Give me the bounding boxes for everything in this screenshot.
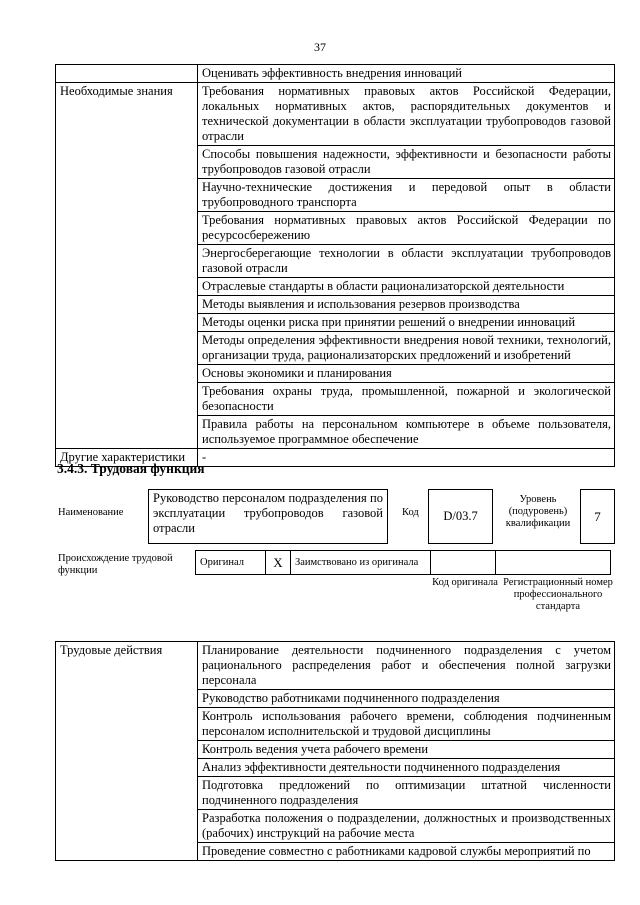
function-name-box: Руководство персоналом подразделения по эксплуатации трубопроводов газовой отрасли: [148, 489, 388, 544]
original-cell: Оригинал: [196, 551, 266, 575]
page-number: 37: [314, 40, 326, 54]
row-text: Планирование деятельности подчиненного подразделения с учетом рационального распределения работ и обеспечения полной загрузки персонала: [198, 642, 615, 690]
row-text: Контроль использования рабочего времени, соблюдения подчиненным персоналом исполнительской и трудовой дисциплины: [198, 708, 615, 741]
row-label: Трудовые действия: [56, 642, 198, 861]
original-mark: X: [266, 551, 291, 575]
row-text: Энергосберегающие технологии в области эксплуатации трубопроводов газовой отрасли: [198, 245, 615, 278]
table-row: [56, 642, 615, 690]
borrowed-cell: Заимствовано из оригинала: [291, 551, 431, 575]
row-text: Руководство работниками подчиненного подразделения: [198, 690, 615, 708]
row-text: Проведение совместно с работниками кадровой службы мероприятий по: [198, 843, 615, 861]
row-text: Требования нормативных правовых актов Российской Федерации по ресурсосбережению: [198, 212, 615, 245]
function-code-box: D/03.7: [428, 489, 493, 544]
level-label: Уровень (подуровень) квалификации: [505, 494, 571, 529]
row-text: Анализ эффективности деятельности подчиненного подразделения: [198, 759, 615, 777]
row-text: Отраслевые стандарты в области рационализаторской деятельности: [198, 278, 615, 296]
row-text: Оценивать эффективность внедрения инноваций: [198, 65, 615, 83]
row-text: -: [198, 449, 615, 467]
row-text: Разработка положения о подразделении, должностных и производственных (рабочих) инструкций на рабочие места: [198, 810, 615, 843]
actions-table: [55, 641, 615, 861]
row-label: Другие характеристики: [56, 449, 198, 467]
row-text: Методы оценки риска при принятии решений о внедрении инноваций: [198, 314, 615, 332]
section-title: 3.4.3. Трудовая функция: [57, 461, 205, 476]
origin-code-caption: Код оригинала: [432, 577, 498, 588]
row-text: Требования нормативных правовых актов Российской Федерации, локальных нормативных актов, распорядительных документов и технической документации в области эксплуатации трубопроводов газовой отрасли: [198, 83, 615, 146]
row-text: Требования охраны труда, промышленной, пожарной и экологической безопасности: [198, 383, 615, 416]
row-text: Методы определения эффективности внедрения новой техники, технологий, организации труда, рационализаторских предложений и изобретений: [198, 332, 615, 365]
row-text: Методы выявления и использования резервов производства: [198, 296, 615, 314]
row-text: Основы экономики и планирования: [198, 365, 615, 383]
code-label: Код: [402, 507, 419, 518]
level-box: 7: [580, 489, 615, 544]
row-text: Научно-технические достижения и передовой опыт в области трубопроводного транспорта: [198, 179, 615, 212]
name-label: Наименование: [58, 507, 124, 518]
row-text: Правила работы на персональном компьютере в объеме пользователя, используемое программное обеспечение: [198, 416, 615, 449]
reg-number-caption: Регистрационный номер профессионального стандарта: [503, 577, 613, 612]
row-text: Контроль ведения учета рабочего времени: [198, 741, 615, 759]
row-label: Необходимые знания: [56, 83, 198, 449]
row-text: Способы повышения надежности, эффективности и безопасности работы трубопроводов газовой отрасли: [198, 146, 615, 179]
origin-label: Происхождение трудовой функции: [58, 553, 173, 576]
row-text: Подготовка предложений по оптимизации штатной численности подчиненного подразделения: [198, 777, 615, 810]
